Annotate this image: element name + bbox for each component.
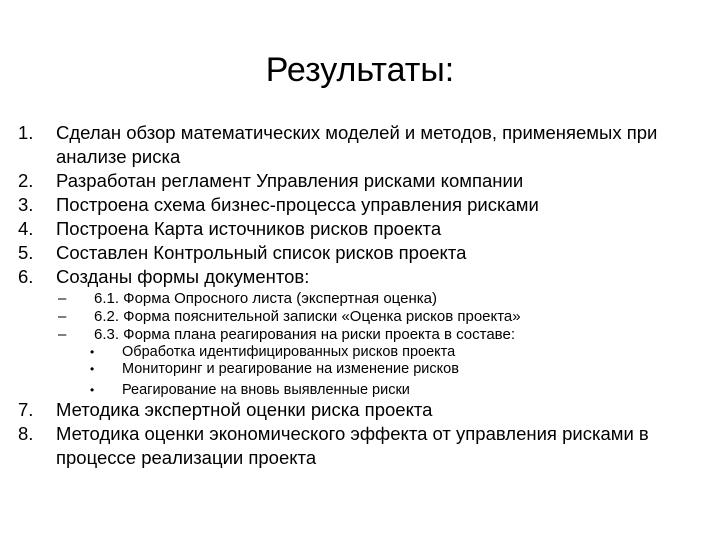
item-number: 8.	[18, 423, 34, 444]
item-number: 2.	[18, 170, 34, 191]
item-text: Созданы формы документов:	[56, 266, 310, 287]
item-text: Построена Карта источников рисков проекта	[56, 218, 442, 239]
item-text: Методика экспертной оценки риска проекта	[56, 399, 433, 420]
bullet-text: Реагирование на вновь выявленные риски	[122, 382, 410, 398]
list-item	[18, 398, 708, 422]
results-list-bottom	[18, 398, 708, 470]
list-item	[18, 265, 708, 289]
list-item	[18, 169, 708, 193]
bullet-item	[88, 344, 652, 361]
item-text: Построена схема бизнес-процесса управления рисками	[56, 194, 539, 215]
bullet-item	[88, 361, 652, 378]
sublist-item	[52, 290, 652, 308]
item-text: Сделан обзор математических моделей и методов, применяемых при анализе риска	[56, 122, 658, 167]
item-number: 4.	[18, 218, 34, 239]
item-number: 1.	[18, 122, 34, 143]
list-item	[18, 121, 708, 169]
bullet-marker: •	[90, 362, 95, 376]
dash-marker: –	[58, 290, 67, 307]
list-item	[18, 217, 708, 241]
bullet-marker: •	[90, 383, 95, 397]
document-forms-sublist	[52, 290, 652, 399]
list-item	[18, 241, 708, 265]
dash-marker: –	[58, 308, 67, 325]
bullet-text: Обработка идентифицированных рисков проекта	[122, 344, 456, 360]
bullet-text: Мониторинг и реагирование на изменение рисков	[122, 361, 459, 377]
item-text: Методика оценки экономического эффекта от управления рисками в процессе реализации проекта	[56, 423, 649, 468]
sublist-text: 6.3. Форма плана реагирования на риски проекта в составе:	[94, 326, 515, 343]
item-text: Разработан регламент Управления рисками компании	[56, 170, 524, 191]
item-number: 6.	[18, 266, 34, 287]
response-plan-bullets	[52, 344, 652, 399]
item-text: Составлен Контрольный список рисков проекта	[56, 242, 467, 263]
item-number: 5.	[18, 242, 34, 263]
sublist-text: 6.1. Форма Опросного листа (экспертная оценка)	[94, 290, 437, 307]
item-number: 7.	[18, 399, 34, 420]
slide-title: Результаты:	[265, 51, 455, 89]
results-list-top	[18, 121, 708, 289]
sublist-item	[52, 308, 652, 326]
list-item	[18, 422, 708, 470]
sublist-item	[52, 326, 652, 344]
bullet-item	[88, 382, 652, 399]
sublist-text: 6.2. Форма пояснительной записки «Оценка рисков проекта»	[94, 308, 521, 325]
dash-marker: –	[58, 326, 67, 343]
bullet-marker: •	[90, 345, 95, 359]
item-number: 3.	[18, 194, 34, 215]
list-item	[18, 193, 708, 217]
